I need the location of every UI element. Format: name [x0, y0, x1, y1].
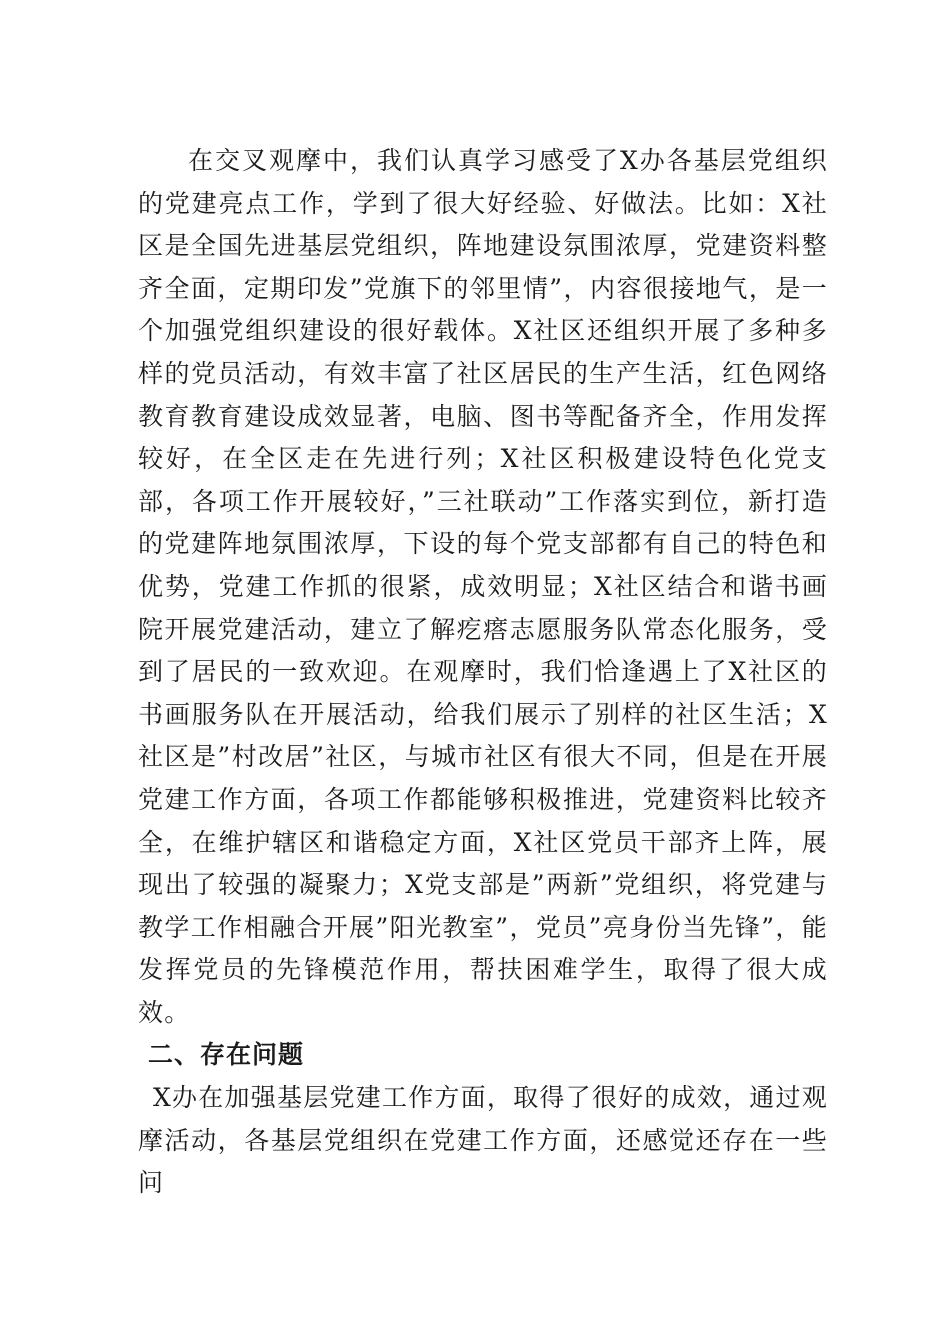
document-body: [138, 140, 828, 1205]
section-heading: 二、存在问题: [148, 1040, 305, 1070]
body-paragraph-2: X办在加强基层党建工作方面，取得了很好的成效，通过观摩活动，各基层党组织在党建工作方面，还感觉还存在一些问: [138, 1083, 828, 1198]
body-paragraph: 在交叉观摩中，我们认真学习感受了X办各基层党组织的党建亮点工作，学到了很大好经验、好做法。比如：X社区是全国先进基层党组织，阵地建设氛围浓厚，党建资料整齐全面，定期印发”党旗下的邻里情”，内容很接地气，是一个加强党组织建设的很好载体。X社区还组织开展了多种多样的党员活动，有效丰富了社区居民的生产生活，红色网络教育教育建设成效显著，电脑、图书等配备齐全，作用发挥较好，在全区走在先进行列；X社区积极建设特色化党支部，各项工作开展较好，”三社联动”工作落实到位，新打造的党建阵地氛围浓厚，下设的每个党支部都有自己的特色和优势，党建工作抓的很紧，成效明显；X社区结合和谐书画院开展党建活动，建立了解疙瘩志愿服务队常态化服务，受到了居民的一致欢迎。在观摩时，我们恰逢遇上了X社区的书画服务队在开展活动，给我们展示了别样的社区生活；X社区是”村改居”社区，与城市社区有很大不同，但是在开展党建工作方面，各项工作都能够积极推进，党建资料比较齐全，在维护辖区和谐稳定方面，X社区党员干部齐上阵，展现出了较强的凝聚力；X党支部是”两新”党组织，将党建与教学工作相融合开展”阳光教室”，党员”亮身份当先锋”，能发挥党员的先锋模范作用，帮扶困难学生，取得了很大成效。: [138, 146, 828, 1027]
